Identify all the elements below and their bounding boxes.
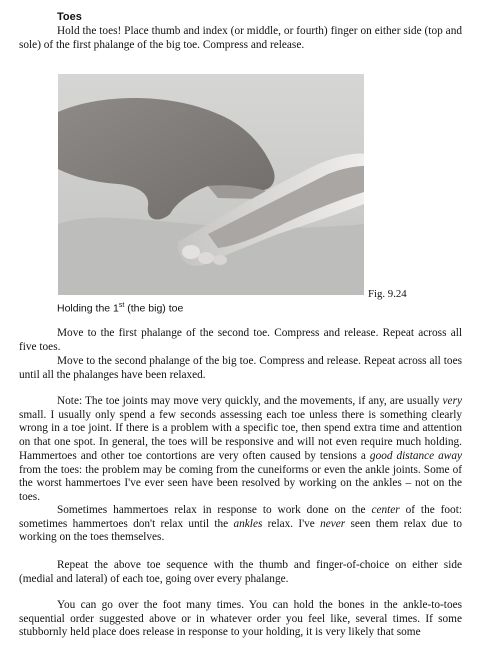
paragraph-second-toe [19, 327, 462, 354]
figure-caption [57, 302, 183, 315]
hammer-text-b: of the foot: sometimes hammertoes don't relax until the [19, 504, 462, 530]
caption-text-end: (the big) toe [124, 302, 184, 315]
paragraph-repeat [19, 559, 462, 586]
section-title: Toes [57, 11, 82, 23]
hammer-text-d: seen them relax due to working on the toes themselves. [19, 517, 462, 544]
paragraph-many-times-text: You can go over the foot many times. You can hold the bones in the ankle-to-toes sequential order suggested above or in whatever order you feel like, several times. If some stubbornly held place does release in response to your holding, it is very likely that some [19, 599, 462, 639]
paragraph-repeat-text: Repeat the above toe sequence with the thumb and finger-of-choice on either side (medial and lateral) of each toe, going over every phalange. [19, 559, 462, 585]
note-text-b: small. I usually only spend a few seconds assessing each toe unless there is something clearly wrong in a toe joint. If there is a problem with a specific toe, then spend extra time and attention on that one spot. In general, the toes will be responsive and will not even require much holding. Hammertoes and other toe contortions are very often caused by tensions a [19, 408, 462, 462]
note-emphasis-distance: good distance away [369, 449, 462, 462]
paragraph-phalanges [19, 355, 462, 382]
note-emphasis-very: very [442, 395, 462, 407]
note-text-c: from the toes: the problem may be coming from the cuneiforms or even the ankle joints. Some of the worst hammertoes I've ever seen have been resolved by working on the ankles – not on the toes. [19, 463, 462, 503]
paragraph-note [19, 395, 462, 505]
caption-superscript: st [118, 302, 125, 309]
paragraph-phalanges-text: Move to the second phalange of the big toe. Compress and release. Repeat across all toes until all the phalanges have been relaxed. [19, 355, 462, 381]
hammer-text-c: relax. I've [262, 517, 321, 530]
hammer-emphasis-center: center [371, 504, 400, 516]
paragraph-hammertoes [19, 504, 462, 545]
intro-paragraph [19, 25, 462, 52]
paragraph-many-times [19, 599, 462, 640]
intro-text: Hold the toes! Place thumb and index (or middle, or fourth) finger on either side (top and sole) of the first phalange of the big toe. Compress and release. [19, 25, 462, 51]
paragraph-second-toe-text: Move to the first phalange of the second toe. Compress and release. Repeat across all five toes. [19, 327, 462, 353]
hammer-text-a: Sometimes hammertoes relax in response to work done on the [57, 504, 372, 516]
hands-photo-illustration [58, 74, 364, 295]
hammer-emphasis-never: never [320, 517, 346, 530]
note-text-a: Note: The toe joints may move very quickly, and the movements, if any, are usually [57, 395, 443, 407]
figure-number: Fig. 9.24 [368, 288, 407, 300]
caption-text-start: Holding the 1 [57, 302, 119, 315]
figure-photo-hands-holding-toe [58, 74, 364, 295]
hammer-emphasis-ankles: ankles [233, 517, 263, 530]
